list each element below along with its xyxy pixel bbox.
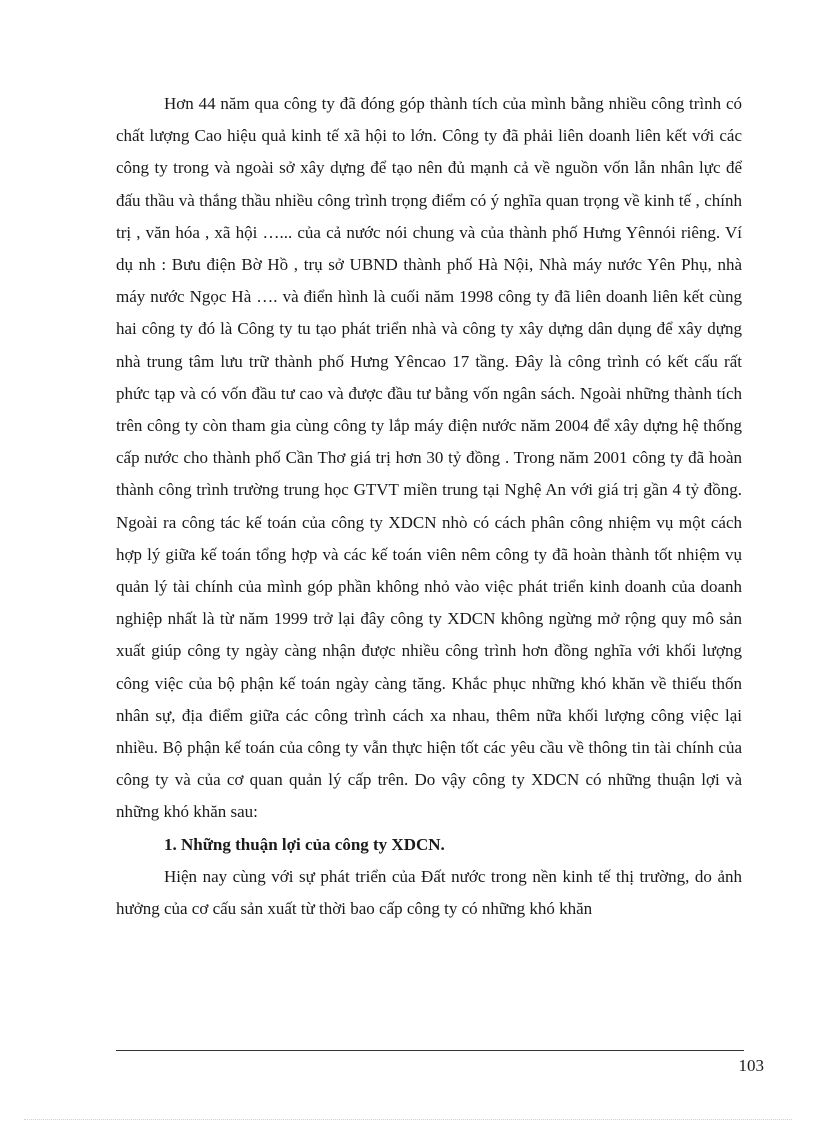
page-edge-divider — [24, 1119, 792, 1120]
footer-divider — [116, 1050, 744, 1051]
body-paragraph: Hiện nay cùng với sự phát triển của Đất nước trong nền kinh tế thị trường, do ảnh hưởng của cơ cấu sản xuất từ thời bao cấp công ty có những khó khăn — [116, 866, 742, 919]
page-number: 103 — [738, 1056, 764, 1075]
page-body — [116, 88, 742, 925]
body-paragraph: Hơn 44 năm qua công ty đã đóng góp thành tích của mình bằng nhiều công trình có chất lượng Cao hiệu quả kinh tế xã hội to lớn. Công ty đã phải liên doanh liên kết với các công ty trong và ngoài sở xây dựng để tạo nên đủ mạnh cả về nguồn vốn lẫn nhân lực để đấu thầu và thắng thầu nhiều công trình trọng điểm có ý nghĩa quan trọng về kinh tế , chính trị , văn hóa , xã hội …... của cả nước nói chung và của thành phố Hưng Yênnói riêng. Ví dụ nh : Bưu điện Bờ Hồ , trụ sở UBND thành phố Hà Nội, Nhà máy nước Yên Phụ, nhà máy nước Ngọc Hà …. và điển hình là cuối năm 1998 công ty đã liên doanh liên kết cùng hai công ty đó là Công ty tu tạo phát triển nhà và công ty xây dựng dân dụng để xây dựng nhà trung tâm lưu trữ thành phố Hưng Yêncao 17 tầng. Đây là công trình có kết cấu rất phức tạp và có vốn đầu tư cao và được đầu tư bằng vốn ngân sách. Ngoài những thành tích trên công ty còn tham gia cùng công ty lắp máy điện nước năm 2004 để xây dựng hệ thống cấp nước cho thành phố Cần Thơ giá trị hơn 30 tỷ đồng . Trong năm 2001 công ty đã hoàn thành công trình trường trung học GTVT miền trung tại Nghệ An với giá trị gần 4 tỷ đồng. Ngoài ra công tác kế toán của công ty XDCN nhò có cách phân công nhiệm vụ một cách hợp lý giữa kế toán tổng hợp và các kế toán viên nêm công ty đã hoàn thành tốt nhiệm vụ quản lý tài chính của mình góp phần không nhỏ vào việc phát triển kinh doanh của doanh nghiệp nhất là từ năm 1999 trở lại đây công ty XDCN không ngừng mở rộng quy mô sản xuất giúp công ty ngày càng nhận được nhiều công trình hơn đồng nghĩa với khối lượng công việc của bộ phận kế toán ngày càng tăng. Khắc phục những khó khăn về thiếu thốn nhân sự, địa điểm giữa các công trình cách xa nhau, thêm nữa khối lượng công việc lại nhiều. Bộ phận kế toán của công ty vẫn thực hiện tốt các yêu cầu về thông tin tài chính của công ty và của cơ quan quản lý cấp trên. Do vậy công ty XDCN có những thuận lợi và những khó khăn sau: — [116, 94, 742, 822]
section-heading: 1. Những thuận lợi của công ty XDCN. — [164, 834, 445, 854]
